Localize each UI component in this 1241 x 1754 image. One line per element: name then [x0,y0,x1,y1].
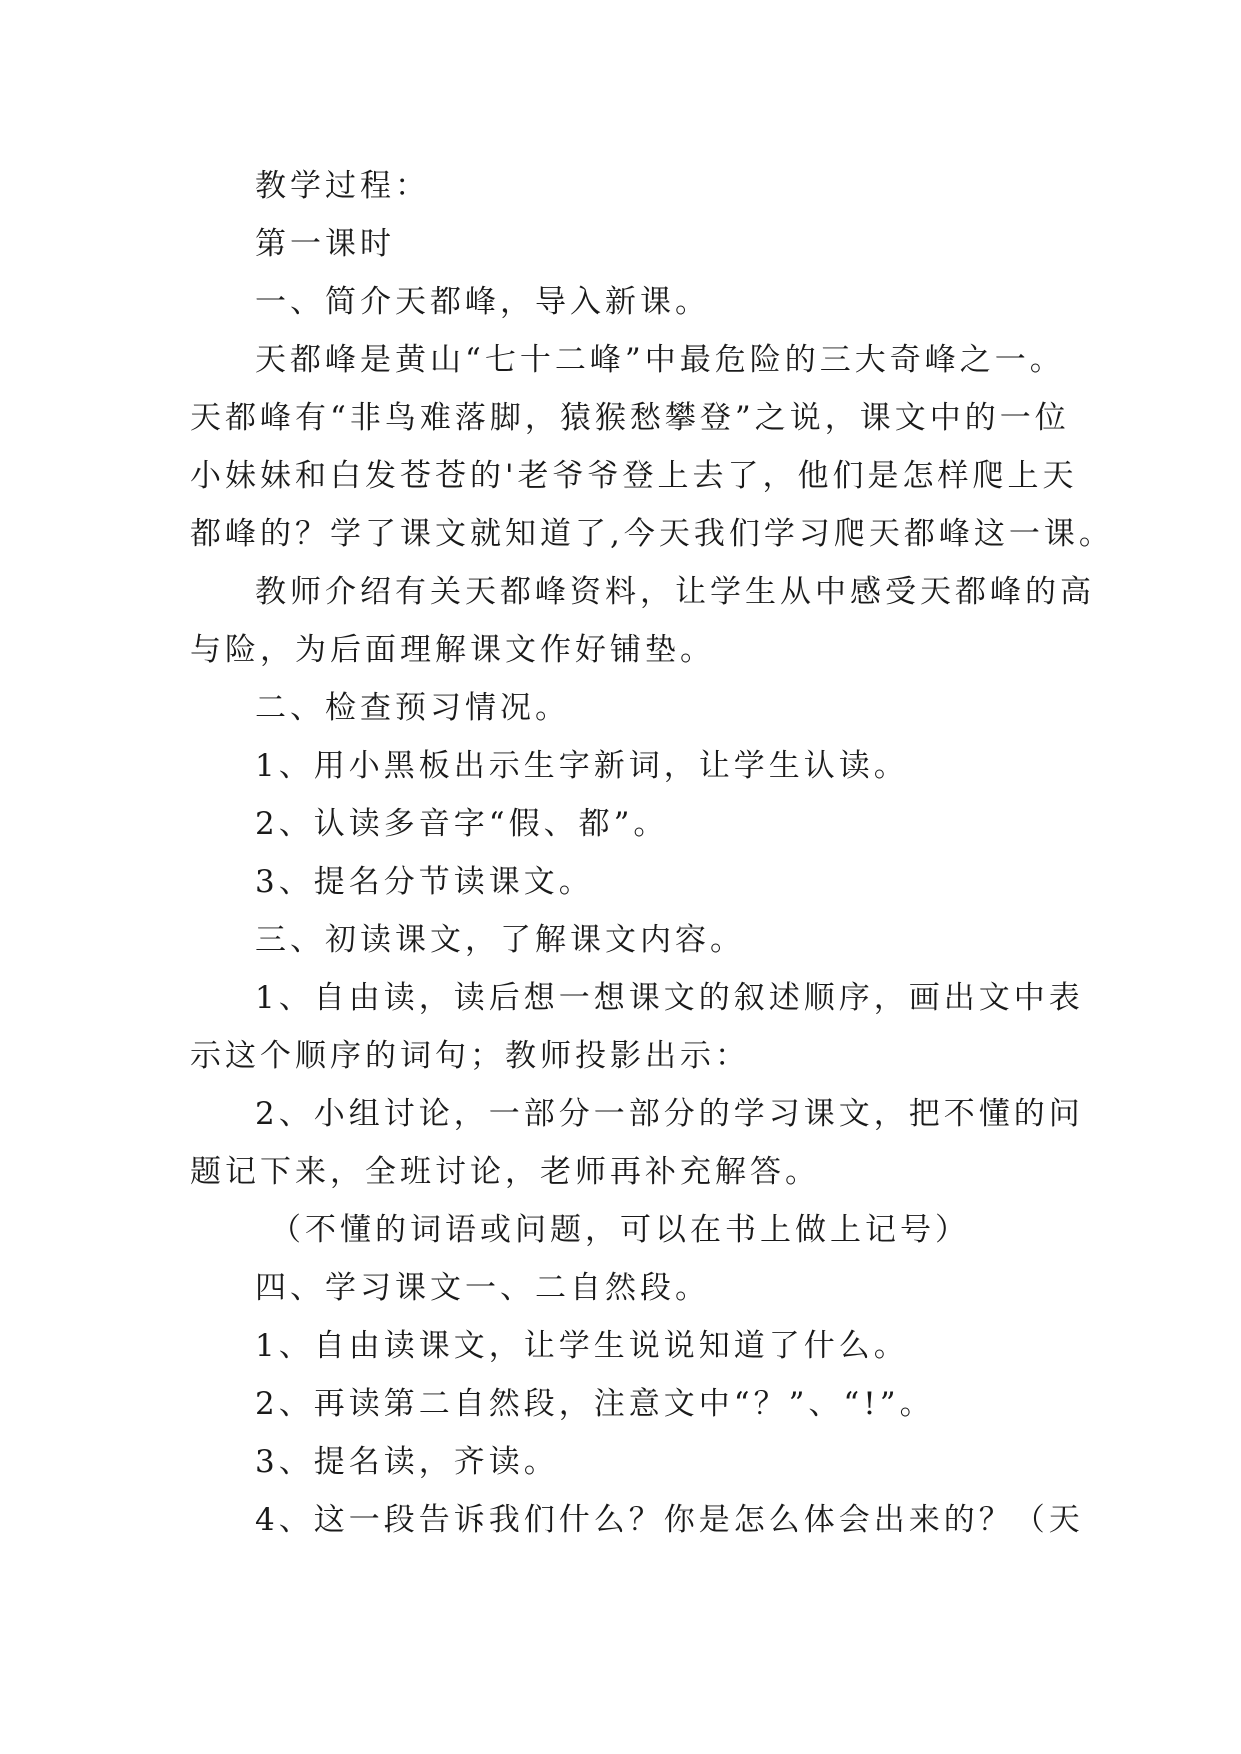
list-item: 1、用小黑板出示生字新词，让学生认读。 [255,748,909,784]
list-item: 2、再读第二自然段，注意文中“？”、“!”。 [255,1386,935,1422]
step-heading-1: 一、简介天都峰，导入新课。 [255,284,710,320]
list-item: 2、小组讨论，一部分一部分的学习课文，把不懂的问 [255,1096,1084,1132]
paragraph-line: 都峰的？学了课文就知道了,今天我们学习爬天都峰这一课。 [190,516,1114,552]
list-item-continuation: 题记下来，全班讨论，老师再补充解答。 [190,1154,820,1190]
parenthetical-note: （不懂的词语或问题，可以在书上做上记号） [270,1212,970,1248]
list-item: 1、自由读，读后想一想课文的叙述顺序，画出文中表 [255,980,1084,1016]
paragraph-line: 天都峰有“非鸟难落脚，猿猴愁攀登”之说，课文中的一位 [190,400,1070,436]
list-item: 3、提名读，齐读。 [255,1444,559,1480]
lesson-period-heading: 第一课时 [255,226,395,262]
paragraph-line: 教师介绍有关天都峰资料，让学生从中感受天都峰的高 [255,574,1095,610]
list-item-continuation: 示这个顺序的词句；教师投影出示： [190,1038,750,1074]
step-heading-2: 二、检查预习情况。 [255,690,570,726]
paragraph-line: 天都峰是黄山“七十二峰”中最危险的三大奇峰之一。 [255,342,1065,378]
list-item: 3、提名分节读课文。 [255,864,594,900]
step-heading-4: 四、学习课文一、二自然段。 [255,1270,710,1306]
step-heading-3: 三、初读课文，了解课文内容。 [255,922,745,958]
section-heading-teaching-process: 教学过程： [255,168,430,204]
list-item: 4、这一段告诉我们什么？你是怎么体会出来的？（天 [255,1502,1084,1538]
list-item: 1、自由读课文，让学生说说知道了什么。 [255,1328,909,1364]
paragraph-line: 与险，为后面理解课文作好铺垫。 [190,632,715,668]
paragraph-line: 小妹妹和白发苍苍的'老爷爷登上去了，他们是怎样爬上天 [190,458,1078,494]
list-item: 2、认读多音字“假、都”。 [255,806,669,842]
